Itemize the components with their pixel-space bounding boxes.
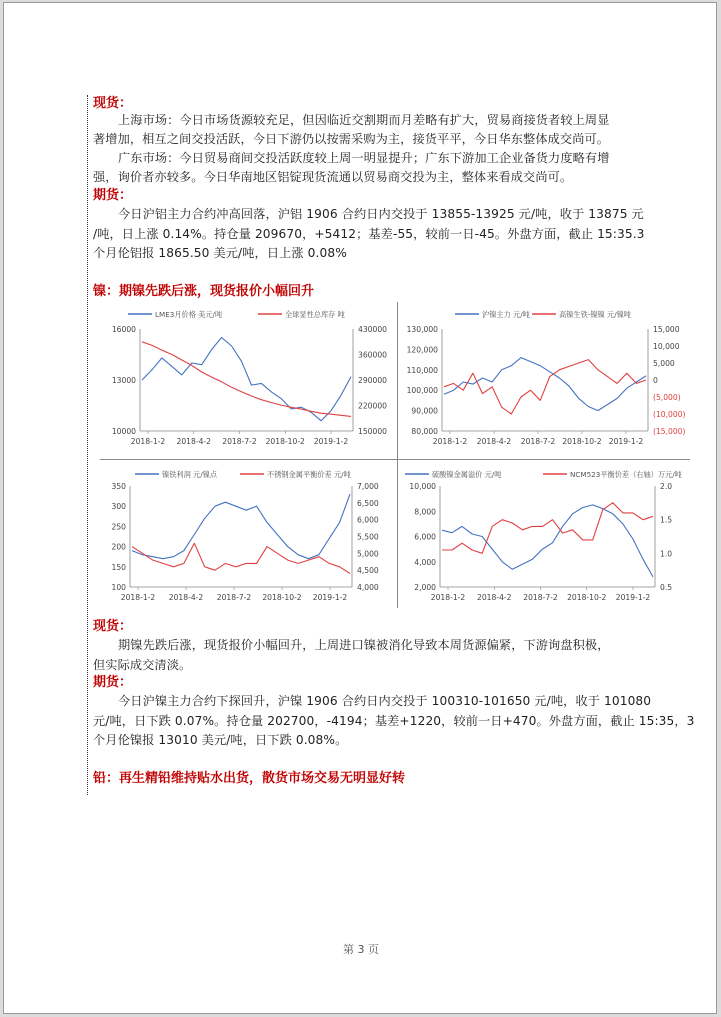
y-left-tick-label: 150 <box>111 562 126 572</box>
y-left-tick-label: 300 <box>111 502 126 512</box>
y-left-tick-label: 10,000 <box>409 482 436 491</box>
y-right-tick-label: 5,000 <box>653 359 675 368</box>
paragraph-line: 个月伦镍报 13010 美元/吨，日下跌 0.08%。 <box>93 733 348 747</box>
y-right-tick-label: 5,500 <box>357 532 379 542</box>
futures-heading: 期货： <box>93 675 133 690</box>
series-line-primary <box>442 505 653 577</box>
nickel-sulfate-premium-ncm523-chart <box>400 462 692 608</box>
y-right-tick-label: (10,000) <box>653 410 686 419</box>
y-right-tick-label: 2.0 <box>660 482 673 491</box>
series-line-primary <box>444 358 646 411</box>
nickel-section-heading: 镍：期镍先跌后涨，现货报价小幅回升 <box>93 284 315 299</box>
page-number: 第 3 页 <box>343 943 379 956</box>
y-right-tick-label: 220000 <box>358 401 387 411</box>
chart-divider-horizontal <box>100 459 690 460</box>
y-right-tick-label: 290000 <box>358 376 387 385</box>
x-tick-label: 2018-10-2 <box>562 437 602 446</box>
y-left-tick-label: 2,000 <box>414 583 436 592</box>
legend-label: 镍铁利润 元/镍点 <box>162 470 218 479</box>
y-left-tick-label: 130,000 <box>406 325 438 334</box>
y-left-tick-label: 120,000 <box>406 345 438 355</box>
y-left-tick-label: 16000 <box>111 325 136 334</box>
x-tick-label: 2019-1-2 <box>312 593 348 602</box>
y-left-tick-label: 6,000 <box>414 532 436 542</box>
y-right-tick-label: 6,000 <box>357 515 379 525</box>
series-line-primary <box>132 494 350 559</box>
paragraph-line: /吨，日上涨 0.14%。持仓量 209670，+5412；基差-55，较前一日-45。外盘方面，截止 15:35.3 <box>93 227 645 241</box>
ferronickel-profit-stainless-spread-chart <box>100 462 395 608</box>
y-right-tick-label: 360000 <box>358 350 387 360</box>
paragraph-line: 但实际成交清淡。 <box>93 658 192 672</box>
y-right-tick-label: 1.0 <box>660 549 673 559</box>
x-tick-label: 2019-1-2 <box>608 437 644 446</box>
document-page <box>3 2 717 1014</box>
paragraph-line: 今日沪铝主力合约冲高回落，沪铝 1906 合约日内交投于 13855-13925 元/吨，收于 13875 元 <box>118 207 644 221</box>
y-right-tick-label: 6,500 <box>357 498 379 508</box>
y-left-tick-label: 10000 <box>111 427 136 436</box>
legend-label: 沪镍主力 元/吨 <box>482 310 530 319</box>
legend-label: 硫酸镍金属溢价 元/吨 <box>432 470 502 479</box>
lme-nickel-price-inventory-chart <box>100 302 395 457</box>
y-right-tick-label: 4,500 <box>357 566 379 576</box>
paragraph-line: 强，询价者亦较多。今日华南地区铝锭现货流通以贸易商交投为主，整体来看成交尚可。 <box>93 170 573 184</box>
paragraph-line: 上海市场：今日市场货源较充足，但因临近交割期而月差略有扩大，贸易商接货者较上周显 <box>118 113 610 127</box>
y-left-tick-label: 250 <box>111 522 126 532</box>
paragraph-line: 著增加，相互之间交投活跃，今日下游仍以按需采购为主，接货平平，今日华东整体成交尚可。 <box>93 132 610 146</box>
series-line-secondary <box>142 342 351 417</box>
y-left-tick-label: 4,000 <box>414 557 436 567</box>
x-tick-label: 2018-7-2 <box>523 593 558 602</box>
x-tick-label: 2018-7-2 <box>222 437 257 446</box>
paragraph-line: 元/吨，日下跌 0.07%。持仓量 202700，-4194；基差+1220，较前一日+470。外盘方面，截止 15:35，3 <box>93 714 695 728</box>
y-left-tick-label: 80,000 <box>411 427 438 436</box>
chart-divider-vertical <box>397 302 398 608</box>
y-left-tick-label: 110,000 <box>406 365 438 375</box>
x-tick-label: 2018-7-2 <box>520 437 556 446</box>
lead-section-heading: 铅：再生精铅维持贴水出货，散货市场交易无明显好转 <box>93 771 406 786</box>
y-left-tick-label: 90,000 <box>411 406 438 416</box>
margin-dotted-line <box>87 95 88 795</box>
spot-heading: 现货： <box>93 96 133 111</box>
shfe-nickel-npi-spread-chart <box>400 302 692 457</box>
legend-label: 高镍生铁-镍镍 元/镍吨 <box>559 310 631 319</box>
x-tick-label: 2018-1-2 <box>130 437 166 446</box>
paragraph-line: 个月伦铝报 1865.50 美元/吨，日上涨 0.08% <box>93 246 347 260</box>
y-right-tick-label: 5,000 <box>357 549 379 559</box>
legend-label: NCM523平衡价差（右轴）万元/吨 <box>570 470 682 479</box>
x-tick-label: 2018-4-2 <box>477 593 512 602</box>
x-tick-label: 2018-10-2 <box>262 593 302 602</box>
x-tick-label: 2019-1-2 <box>313 437 349 446</box>
x-tick-label: 2019-1-2 <box>615 593 651 602</box>
paragraph-line: 期镍先跌后涨，现货报价小幅回升，上周进口镍被消化导致本周货源偏紧，下游询盘积极， <box>118 638 610 652</box>
y-left-tick-label: 100 <box>111 583 126 592</box>
legend-label: LME3月价格 美元/吨 <box>155 310 223 319</box>
legend-label: 全球显性总库存 吨 <box>285 310 345 319</box>
x-tick-label: 2018-7-2 <box>216 593 252 602</box>
y-right-tick-label: 150000 <box>358 427 387 436</box>
x-tick-label: 2018-4-2 <box>168 593 204 602</box>
x-tick-label: 2018-1-2 <box>432 437 468 446</box>
series-line-primary <box>142 338 351 421</box>
y-right-tick-label: (15,000) <box>653 427 686 436</box>
y-right-tick-label: 430000 <box>358 325 387 334</box>
y-right-tick-label: 1.5 <box>660 515 673 525</box>
series-line-secondary <box>444 360 646 414</box>
x-tick-label: 2018-10-2 <box>567 593 607 602</box>
y-left-tick-label: 350 <box>111 482 126 491</box>
x-tick-label: 2018-4-2 <box>176 437 211 446</box>
spot-heading: 现货： <box>93 619 133 634</box>
y-right-tick-label: 0 <box>653 376 658 385</box>
y-right-tick-label: 7,000 <box>357 482 379 491</box>
y-left-tick-label: 8,000 <box>414 507 436 517</box>
x-tick-label: 2018-1-2 <box>120 593 156 602</box>
y-right-tick-label: 10,000 <box>653 342 680 351</box>
y-right-tick-label: 0.5 <box>660 583 673 592</box>
x-tick-label: 2018-10-2 <box>265 437 305 446</box>
y-left-tick-label: 13000 <box>111 376 136 385</box>
y-right-tick-label: (5,000) <box>653 393 681 402</box>
y-right-tick-label: 4,000 <box>357 583 379 592</box>
x-tick-label: 2018-4-2 <box>476 437 512 446</box>
x-tick-label: 2018-1-2 <box>430 593 466 602</box>
paragraph-line: 今日沪镍主力合约下探回升，沪镍 1906 合约日内交投于 100310-101650 元/吨，收于 101080 <box>118 694 652 708</box>
y-left-tick-label: 200 <box>111 542 126 552</box>
y-left-tick-label: 100,000 <box>406 386 438 396</box>
legend-label: 不锈钢金属平衡价差 元/吨 <box>267 470 351 479</box>
y-right-tick-label: 15,000 <box>653 325 680 334</box>
futures-heading: 期货： <box>93 188 133 203</box>
paragraph-line: 广东市场：今日贸易商间交投活跃度较上周一明显提升；广东下游加工企业备货力度略有增 <box>118 151 610 165</box>
